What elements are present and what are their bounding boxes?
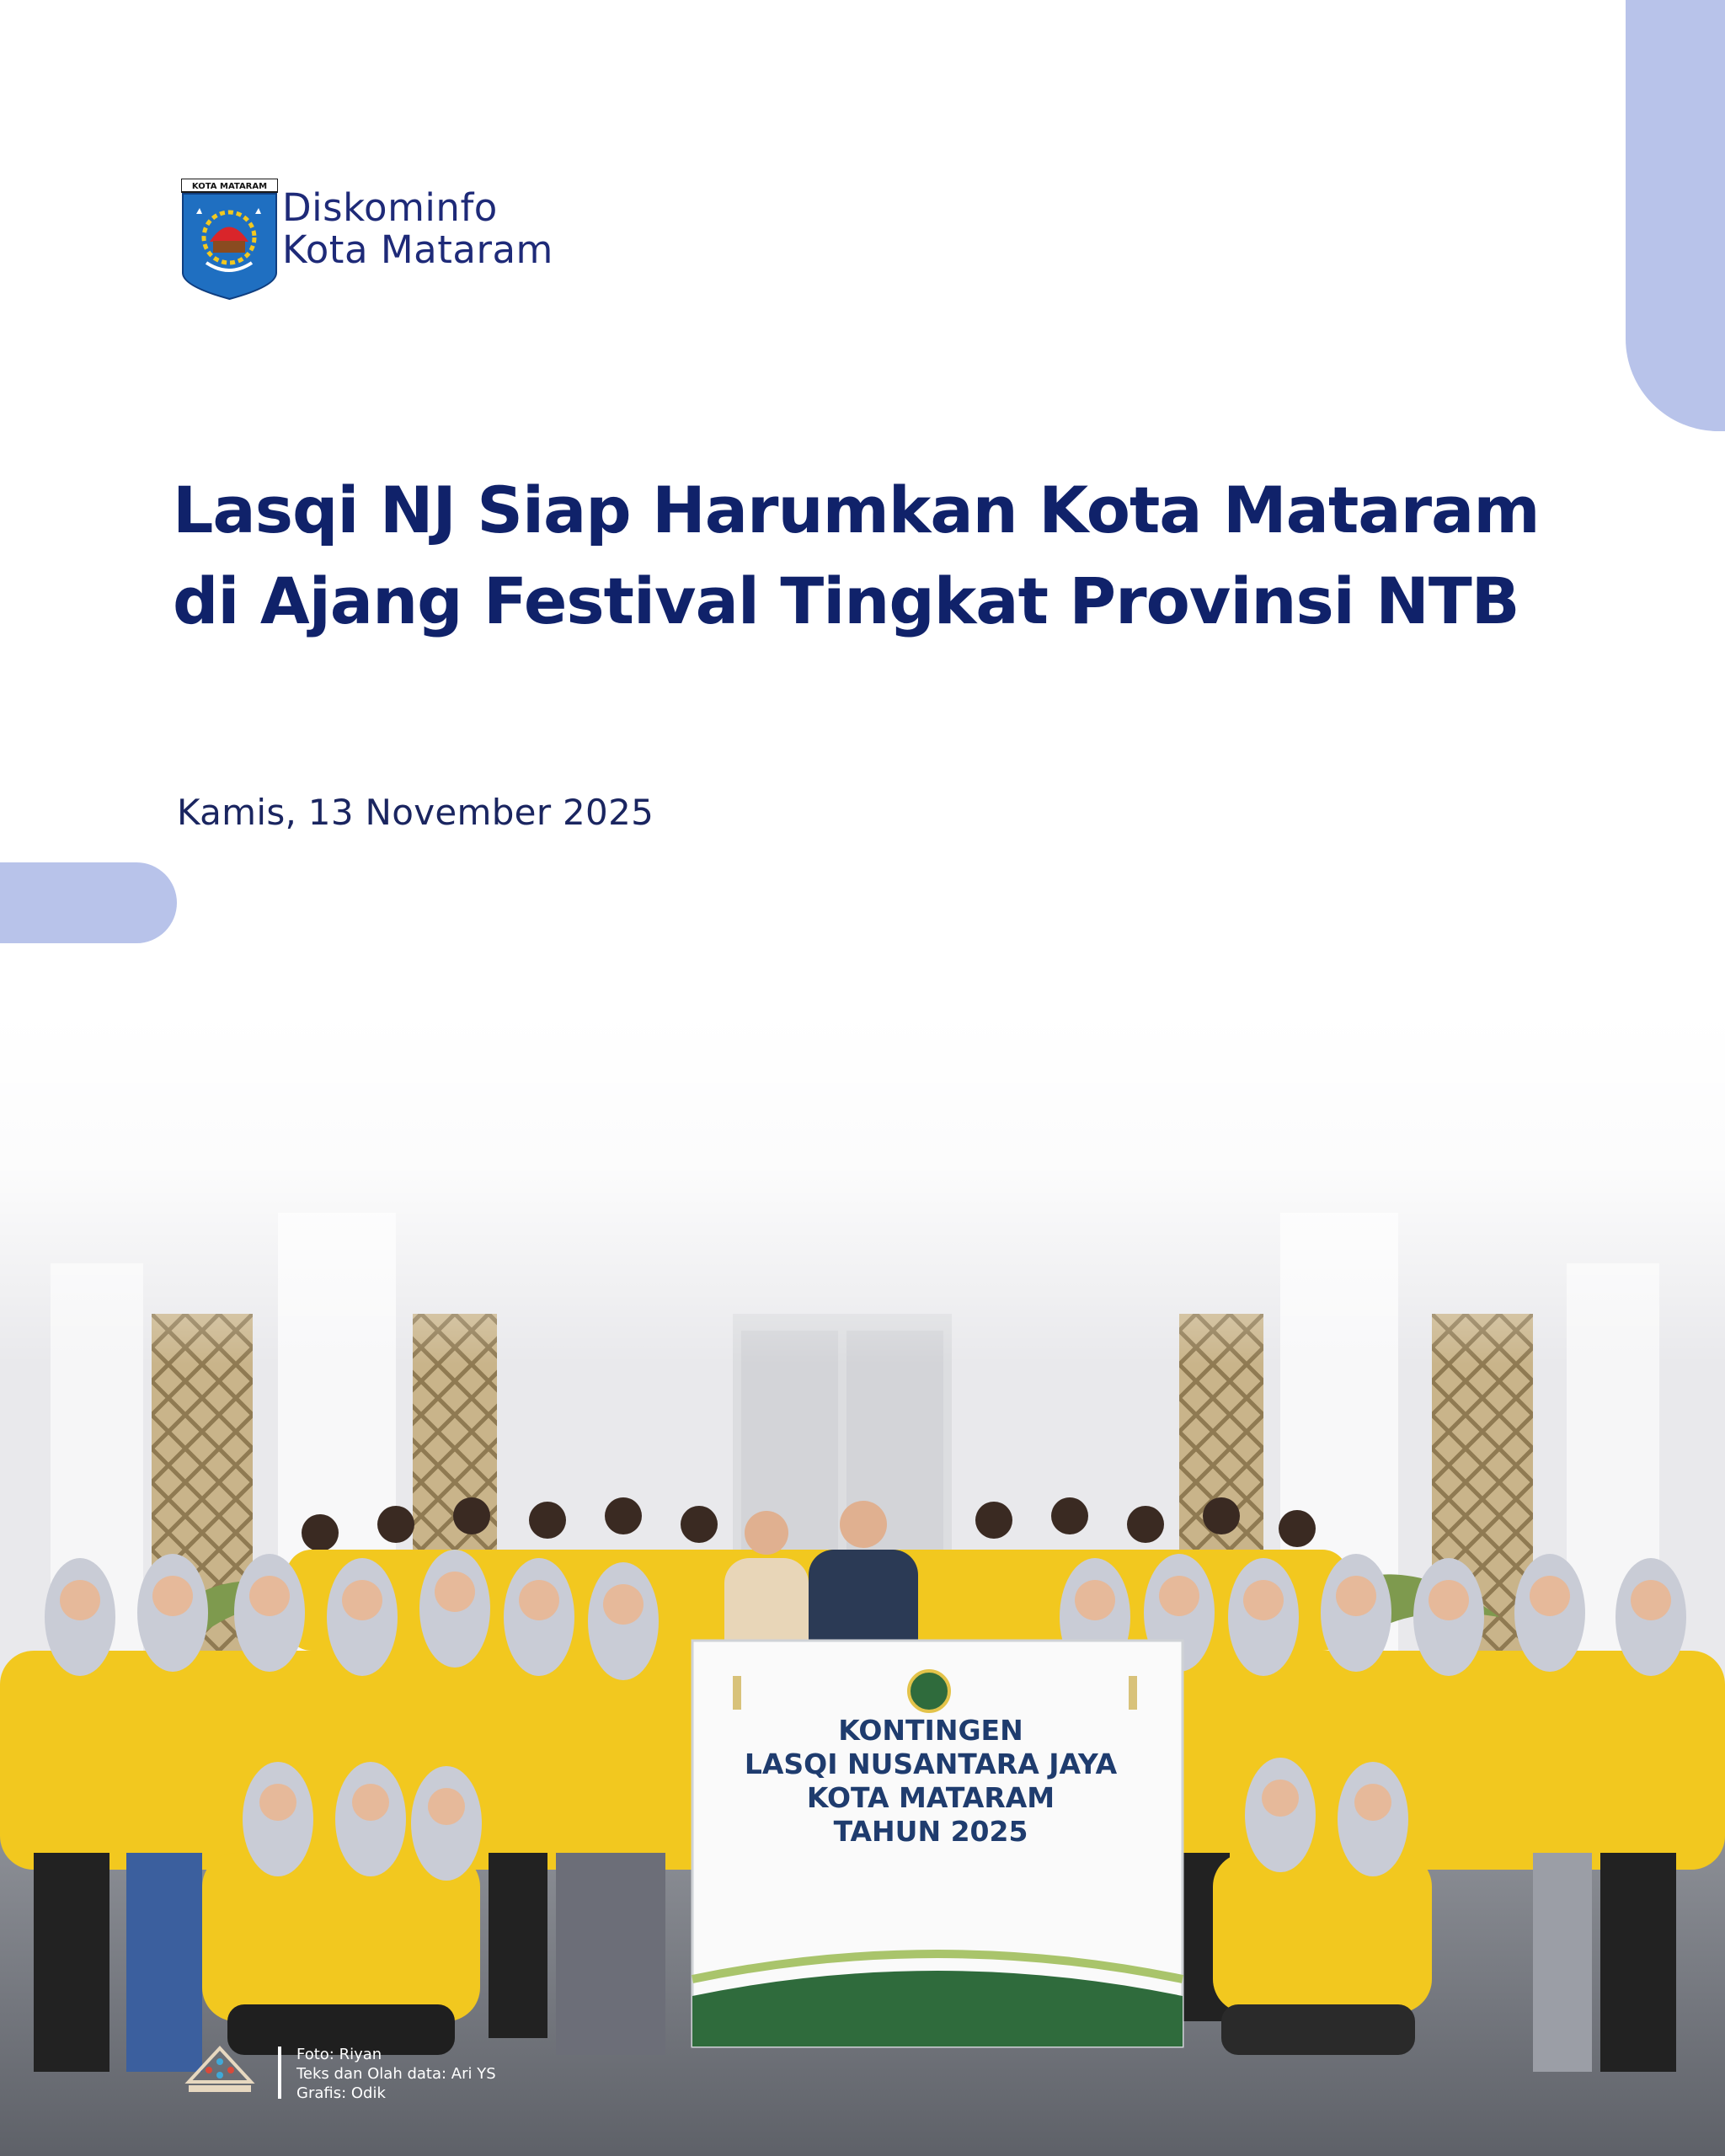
headline-line-1: Lasqi NJ Siap Harumkan Kota Mataram xyxy=(173,472,1540,547)
banner-line-4: TAHUN 2025 xyxy=(833,1815,1028,1848)
headline xyxy=(173,465,1588,647)
brand-line-2: Kota Mataram xyxy=(282,227,553,272)
credits-divider xyxy=(278,2047,281,2099)
left-accent-shape xyxy=(0,862,177,943)
brand-line-1: Diskominfo xyxy=(282,185,498,230)
brand-name xyxy=(282,187,553,271)
banner-line-3: KOTA MATARAM xyxy=(806,1781,1055,1814)
headline-line-2: di Ajang Festival Tingkat Provinsi NTB xyxy=(173,563,1519,638)
text-credit: Teks dan Olah data: Ari YS xyxy=(296,2065,496,2083)
banner-line-1: KONTINGEN xyxy=(838,1714,1023,1747)
photo-credit: Foto: Riyan xyxy=(296,2046,382,2063)
credits-logo-icon xyxy=(184,2045,256,2095)
photo-top-fade xyxy=(0,1011,1725,1364)
kota-mataram-emblem-icon xyxy=(181,179,278,301)
emblem-label: KOTA MATARAM xyxy=(191,182,268,191)
graphics-credit: Grafis: Odik xyxy=(296,2084,386,2102)
top-right-accent-shape xyxy=(1626,0,1725,431)
credits xyxy=(296,2045,496,2103)
banner-line-2: LASQI NUSANTARA JAYA xyxy=(744,1748,1118,1780)
publish-date: Kamis, 13 November 2025 xyxy=(177,792,654,833)
banner-text xyxy=(703,1714,1158,1849)
